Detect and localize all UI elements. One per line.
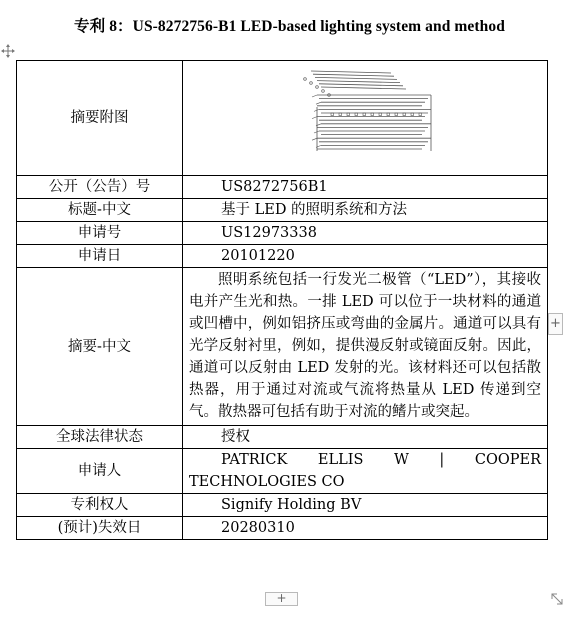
applicant-value (183, 449, 548, 494)
figure-stroke (304, 78, 307, 81)
patentee-value: Signify Holding BV (183, 494, 548, 517)
table-row (17, 517, 548, 540)
app-date-value: 20101220 (183, 245, 548, 268)
abstract-figure-cell (183, 61, 548, 176)
expiry-label: (预计)失效日 (17, 517, 183, 540)
figure-stroke (312, 95, 317, 97)
pub-number-value: US8272756B1 (183, 176, 548, 199)
applicant-part: PATRICK (221, 452, 288, 468)
patentee-label: 专利权人 (17, 494, 183, 517)
table-row (17, 245, 548, 268)
title-cn-label: 标题-中文 (17, 199, 183, 222)
figure-stroke (317, 81, 400, 83)
figure-stroke (314, 131, 319, 133)
figure-stroke (321, 87, 406, 89)
applicant-separator: | (439, 452, 445, 468)
add-row-button[interactable]: + (265, 592, 298, 606)
figure-stroke (310, 82, 313, 85)
applicant-part: COOPER (474, 452, 541, 468)
figure-stroke (312, 117, 317, 119)
table-move-handle-icon[interactable] (1, 43, 15, 57)
add-column-button[interactable]: + (548, 313, 563, 335)
figure-stroke (313, 74, 394, 76)
figure-stroke (316, 102, 321, 104)
figure-stroke (316, 86, 319, 89)
title-cn-value: 基于 LED 的照明系统和方法 (183, 199, 548, 222)
figure-stroke (322, 90, 325, 93)
table-row (17, 199, 548, 222)
expiry-value: 20280310 (183, 517, 548, 540)
applicant-part: W (393, 452, 409, 468)
app-number-value: US12973338 (183, 222, 548, 245)
applicant-line2: TECHNOLOGIES CO (189, 474, 345, 490)
figure-stroke (315, 77, 397, 79)
table-row (17, 176, 548, 199)
table-row (17, 449, 548, 494)
abstract-cn-label: 摘要-中文 (17, 268, 183, 426)
figure-stroke (312, 138, 317, 140)
document-title: 专利 8：US-8272756-B1 LED-based lighting system and method (74, 18, 505, 35)
legal-status-value: 授权 (183, 426, 548, 449)
legal-status-label: 全球法律状态 (17, 426, 183, 449)
table-row (17, 222, 548, 245)
pub-number-label: 公开（公告）号 (17, 176, 183, 199)
applicant-line1 (189, 449, 541, 471)
app-date-label: 申请日 (17, 245, 183, 268)
table-row (17, 61, 548, 176)
abstract-figure (281, 67, 441, 155)
table-resize-icon[interactable] (549, 591, 565, 607)
abstract-cn-value: 照明系统包括一行发光二极管（“LED”），其接收电并产生光和热。一排 LED 可以位于一块材料的通道或凹槽中，例如铝挤压或弯曲的金属片。通道可以具有光学反射衬里，例如，提供漫反射或镜面反射。因此，通道可以反射由 LED 发射的光。该材料还可以包括散热器，用于通过对流或气流将热量从 LED 传递到空气。散热器可包括有助于对流的鳍片或突起。 (183, 268, 548, 426)
figure-stroke (314, 109, 319, 111)
table-row (17, 494, 548, 517)
table-row (17, 268, 548, 426)
patent-info-table (16, 60, 548, 540)
figure-label: 摘要附图 (17, 61, 183, 176)
figure-stroke (319, 84, 403, 86)
applicant-label: 申请人 (17, 449, 183, 494)
applicant-part: ELLIS (317, 452, 364, 468)
table-row (17, 426, 548, 449)
app-number-label: 申请号 (17, 222, 183, 245)
figure-stroke (311, 71, 391, 73)
